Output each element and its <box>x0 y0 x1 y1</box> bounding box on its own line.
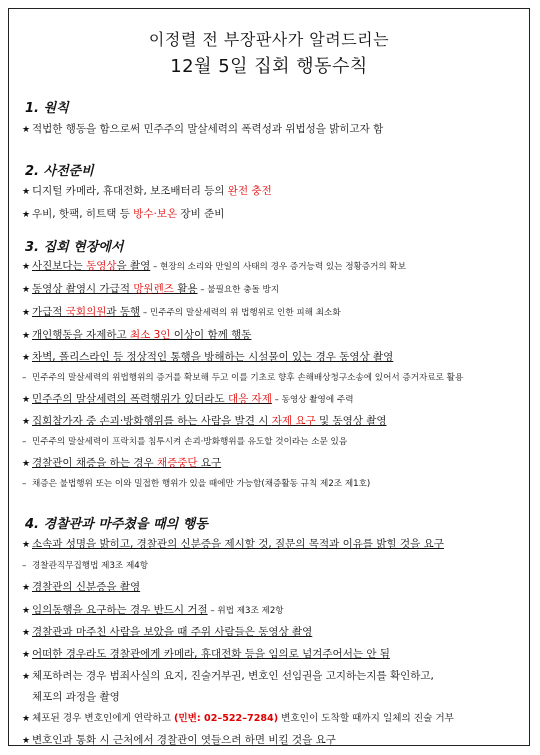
star-bullet: ★ <box>22 331 31 341</box>
s3-line-1c: 을 촬영 <box>116 260 151 272</box>
s3-line-1d: – 현장의 소리와 만일의 사태의 경우 증거능력 있는 정황증거의 확보 <box>150 262 407 272</box>
s4-line-7 <box>22 669 523 684</box>
s3-line-7a: 민주주의 말살세력의 폭력행위가 있더라도 <box>32 393 228 405</box>
s3-line-4a: 개인행동을 자제하고 <box>32 329 130 341</box>
s2-line-1b: 완전 충전 <box>227 185 272 197</box>
title-line-2: 12월 5일 집회 행동수칙 <box>170 56 368 77</box>
s3-line-2d: – 불필요한 충돌 방지 <box>197 285 280 295</box>
star-bullet: ★ <box>22 308 31 318</box>
s3-line-6 <box>22 371 523 385</box>
s2-line-2 <box>22 207 523 222</box>
s3-line-3a: 가급적 <box>32 306 66 318</box>
s4-line-4b: – 위법 제3조 제2항 <box>207 606 284 616</box>
section-2-heading: 2. 사전준비 <box>25 164 94 179</box>
star-bullet: ★ <box>22 210 31 220</box>
dash-bullet: – <box>22 373 27 383</box>
s3-line-10b: 채증중단 <box>156 457 198 469</box>
s3-line-11 <box>22 477 523 491</box>
s4-line-7-text: 체포하려는 경우 범죄사실의 요지, 진술거부권, 변호인 선임권을 고지하는지를 확인하고, <box>32 670 434 682</box>
s2-line-2b: 방수·보온 <box>133 208 178 220</box>
s4-line-8 <box>32 690 523 704</box>
s4-line-6 <box>22 647 523 662</box>
section-3-heading: 3. 집회 현장에서 <box>25 240 124 255</box>
star-bullet: ★ <box>22 285 31 295</box>
s4-line-6-text: 어떠한 경우라도 경찰관에게 카메라, 휴대전화 등을 임의로 넘겨주어서는 안 됨 <box>32 648 390 660</box>
section-1-heading: 1. 원칙 <box>25 101 69 116</box>
s3-line-9-text: 민주주의 말살세력이 프락치를 침투시켜 손괴·방화행위를 유도할 것이라는 소문 있음 <box>32 437 348 447</box>
s4-line-10-text: 변호인과 통화 시 근처에서 경찰관이 엿들으려 하면 비킬 것을 요구 <box>32 734 336 746</box>
s2-line-2c: 장비 준비 <box>177 208 225 220</box>
s2-line-1a: 디지털 카메라, 휴대전화, 보조배터리 등의 <box>32 185 228 197</box>
s4-line-1-text: 소속과 성명을 밝히고, 경찰관의 신분증을 제시할 것, 질문의 목적과 이유를 밝힐 것을 요구 <box>32 538 444 550</box>
s4-line-9 <box>22 712 523 726</box>
s4-line-5 <box>22 625 523 640</box>
s4-line-5-text: 경찰관과 마주친 사람을 보았을 때 주위 사람들은 동영상 촬영 <box>32 626 313 638</box>
s4-line-9c: 변호인이 도착할 때까지 일체의 진술 거부 <box>278 713 454 724</box>
s4-line-9a: 체포된 경우 변호인에게 연락하고 <box>32 713 174 724</box>
s3-line-4b: 최소 3인 <box>129 329 171 341</box>
s3-line-3 <box>22 305 523 320</box>
section-4-heading: 4. 경찰관과 마주쳤을 때의 행동 <box>25 517 208 532</box>
star-bullet: ★ <box>22 540 31 550</box>
s4-line-3 <box>22 580 523 595</box>
star-bullet: ★ <box>22 417 31 427</box>
s3-line-2b: 망원렌즈 <box>133 283 174 295</box>
star-bullet: ★ <box>22 187 31 197</box>
star-bullet: ★ <box>22 583 31 593</box>
s3-line-1 <box>22 259 523 274</box>
s3-line-5-text: 차벽, 폴리스라인 등 정상적인 통행을 방해하는 시설물이 있는 경우 동영상 촬영 <box>32 351 394 363</box>
s3-line-3c: 과 동행 <box>106 306 141 318</box>
star-bullet: ★ <box>22 395 31 405</box>
s3-line-10 <box>22 456 523 471</box>
s4-line-2-text: 경찰관직무집행법 제3조 제4항 <box>32 561 149 571</box>
s4-line-8-text: 체포의 과정을 촬영 <box>32 691 120 703</box>
s3-line-3b: 국회의원 <box>65 306 107 318</box>
s3-line-7c: – 동영상 촬영에 주력 <box>271 395 354 405</box>
s1-line-1 <box>22 122 523 137</box>
notice-page <box>8 8 530 746</box>
s3-line-8a: 집회참가자 중 손괴·방화행위를 하는 사람을 발견 시 <box>32 415 272 427</box>
s4-line-2 <box>22 559 523 573</box>
dash-bullet: – <box>22 437 27 447</box>
s3-line-2c: 활용 <box>173 283 198 295</box>
s3-line-5 <box>22 350 523 365</box>
star-bullet: ★ <box>22 459 31 469</box>
star-bullet: ★ <box>22 606 31 616</box>
s3-line-9 <box>22 435 523 449</box>
star-bullet: ★ <box>22 125 31 135</box>
s3-line-2 <box>22 282 523 297</box>
s1-line-1-text: 적법한 행동을 함으로써 민주주의 말살세력의 폭력성과 위법성을 밝히고자 함 <box>32 123 384 135</box>
dash-bullet: – <box>22 561 27 571</box>
s3-line-4c: 이상이 함께 행동 <box>170 329 252 341</box>
s3-line-7 <box>22 392 523 407</box>
s3-line-8c: 및 동영상 촬영 <box>315 415 387 427</box>
s2-line-1 <box>22 184 523 199</box>
s3-line-6-text: 민주주의 말살세력의 위법행위의 증거를 확보해 두고 이를 기초로 향후 손해배상청구소송에 있어서 증거자료로 활용 <box>32 373 464 383</box>
s2-line-2a: 우비, 핫팩, 히트택 등 <box>32 208 134 220</box>
s3-line-10a: 경찰관이 채증을 하는 경우 <box>32 457 157 469</box>
s4-line-3-text: 경찰관의 신분증을 촬영 <box>32 581 141 593</box>
s3-line-10c: 요구 <box>197 457 222 469</box>
s3-line-1b: 동영상 <box>86 260 117 272</box>
dash-bullet: – <box>22 479 27 489</box>
star-bullet: ★ <box>22 650 31 660</box>
s4-line-9b: (민변: 02–522–7284) <box>173 713 279 724</box>
star-bullet: ★ <box>22 714 31 724</box>
star-bullet: ★ <box>22 736 31 746</box>
title-line-1: 이정렬 전 부장판사가 알려드리는 <box>148 30 390 49</box>
s3-line-7b: 대응 자제 <box>227 393 272 405</box>
s3-line-8b: 자제 요구 <box>271 415 316 427</box>
s4-line-10 <box>22 733 523 748</box>
s3-line-1a: 사진보다는 <box>32 260 87 272</box>
s3-line-2a: 동영상 촬영시 가급적 <box>32 283 134 295</box>
s3-line-4 <box>22 328 523 343</box>
s3-line-8 <box>22 414 523 429</box>
s4-line-4 <box>22 603 523 618</box>
s4-line-4a: 임의동행을 요구하는 경우 반드시 거절 <box>32 604 208 616</box>
s4-line-1 <box>22 537 523 552</box>
s3-line-11-text: 채증은 불법행위 또는 이와 밀접한 행위가 있을 때에만 가능함(채증활동 규칙 제2조 제1호) <box>32 479 371 489</box>
star-bullet: ★ <box>22 353 31 363</box>
star-bullet: ★ <box>22 262 31 272</box>
s3-line-3d: – 민주주의 말살세력의 위 법행위로 인한 피해 최소화 <box>140 308 341 318</box>
star-bullet: ★ <box>22 672 31 682</box>
star-bullet: ★ <box>22 628 31 638</box>
